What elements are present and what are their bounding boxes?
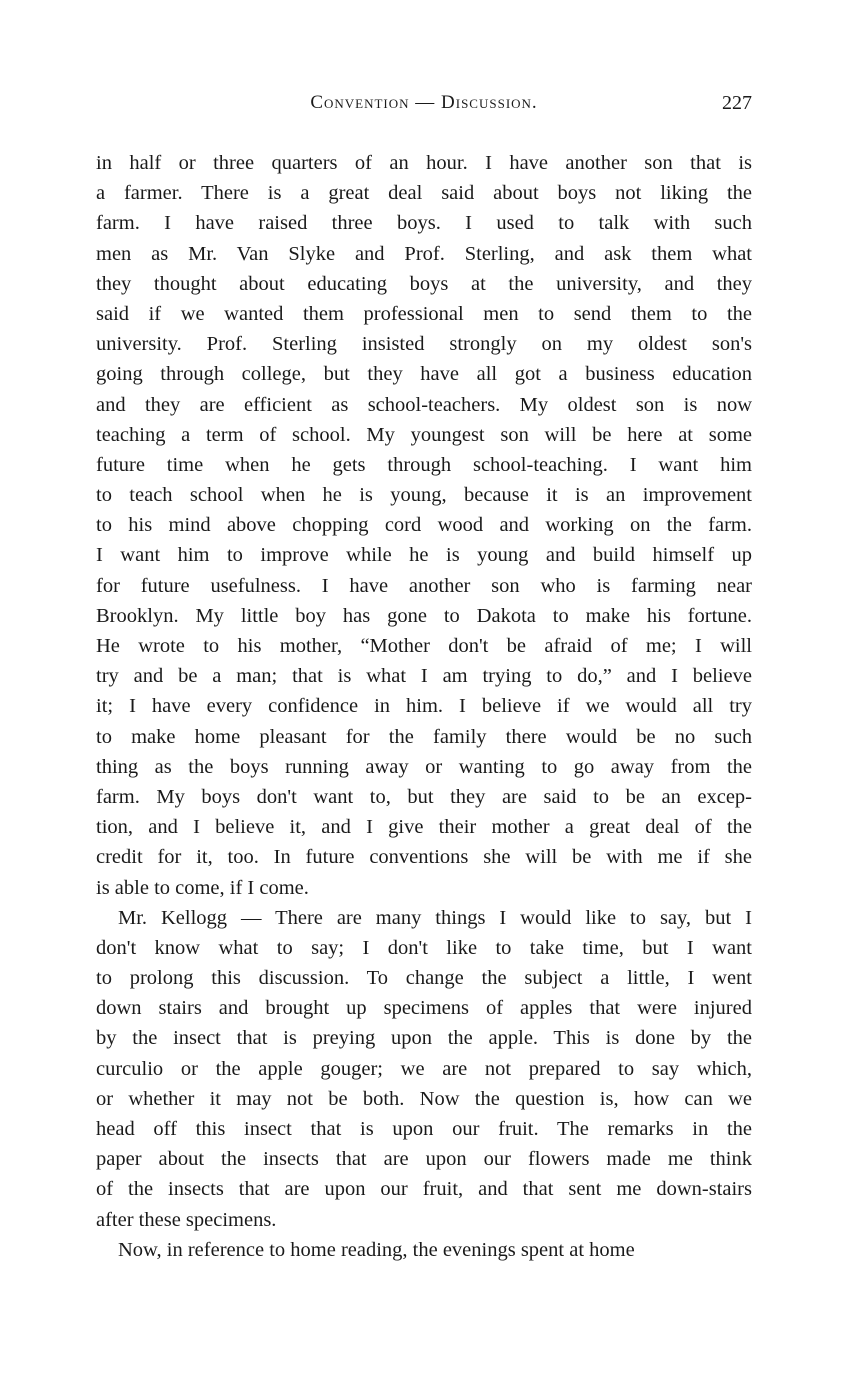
text-line: to make home pleasant for the family there would be no such — [96, 725, 752, 748]
text-line: said if we wanted them professional men to send them to the — [96, 302, 752, 325]
text-line: teaching a term of school. My youngest son will be here at some — [96, 423, 752, 446]
text-line: I want him to improve while he is young and build himself up — [96, 544, 752, 567]
text-line: they thought about educating boys at the university, and they — [96, 272, 752, 295]
text-line: a farmer. There is a great deal said about boys not liking the — [96, 182, 752, 205]
text-line: credit for it, too. In future conventions she will be with me if she — [96, 846, 752, 869]
text-line: don't know what to say; I don't like to take time, but I want — [96, 936, 752, 959]
text-line: Now, in reference to home reading, the evenings spent at home — [118, 1238, 635, 1261]
text-line: farm. I have raised three boys. I used to talk with such — [96, 212, 752, 235]
text-line: curculio or the apple gouger; we are not prepared to say which, — [96, 1057, 752, 1080]
body-text — [96, 148, 752, 1265]
text-line: down stairs and brought up specimens of apples that were injured — [96, 997, 752, 1020]
text-line: for future usefulness. I have another son who is farming near — [96, 574, 752, 597]
text-line: men as Mr. Van Slyke and Prof. Sterling, and ask them what — [96, 242, 752, 265]
page-number: 227 — [722, 92, 752, 114]
text-line: head off this insect that is upon our fruit. The remarks in the — [96, 1118, 752, 1140]
text-line: He wrote to his mother, “Mother don't be afraid of me; I will — [96, 635, 752, 657]
text-line: to his mind above chopping cord wood and working on the farm. — [96, 514, 752, 537]
text-line: or whether it may not be both. Now the question is, how can we — [96, 1087, 752, 1110]
text-line: to teach school when he is young, because it is an improvement — [96, 484, 752, 507]
text-line: farm. My boys don't want to, but they are said to be an excep- — [96, 785, 752, 808]
text-line: future time when he gets through school-teaching. I want him — [96, 453, 752, 476]
text-line: university. Prof. Sterling insisted strongly on my oldest son's — [96, 333, 752, 356]
running-head — [96, 92, 752, 122]
text-line: going through college, but they have all got a business education — [96, 363, 752, 386]
text-line: to prolong this discussion. To change the subject a little, I went — [96, 967, 752, 990]
text-line: thing as the boys running away or wanting to go away from the — [96, 755, 752, 778]
text-line: tion, and I believe it, and I give their mother a great deal of the — [96, 816, 752, 839]
text-line: Brooklyn. My little boy has gone to Dakota to make his fortune. — [96, 604, 752, 627]
text-line: in half or three quarters of an hour. I have another son that is — [96, 152, 752, 174]
paragraph — [96, 903, 752, 1235]
text-line: after these specimens. — [96, 1208, 277, 1231]
running-title: Convention — Discussion. — [310, 92, 538, 113]
text-line: paper about the insects that are upon our flowers made me think — [96, 1148, 752, 1171]
text-line: by the insect that is preying upon the apple. This is done by the — [96, 1027, 752, 1050]
text-line: Mr. Kellogg — There are many things I would like to say, but I — [118, 906, 752, 929]
text-line: is able to come, if I come. — [96, 876, 309, 899]
paragraph — [96, 1235, 752, 1265]
text-line: try and be a man; that is what I am trying to do,” and I believe — [96, 665, 752, 688]
text-line: of the insects that are upon our fruit, and that sent me down-stairs — [96, 1178, 752, 1201]
text-line: and they are efficient as school-teachers. My oldest son is now — [96, 393, 752, 416]
text-line: it; I have every confidence in him. I believe if we would all try — [96, 695, 752, 718]
paragraph — [96, 148, 752, 903]
